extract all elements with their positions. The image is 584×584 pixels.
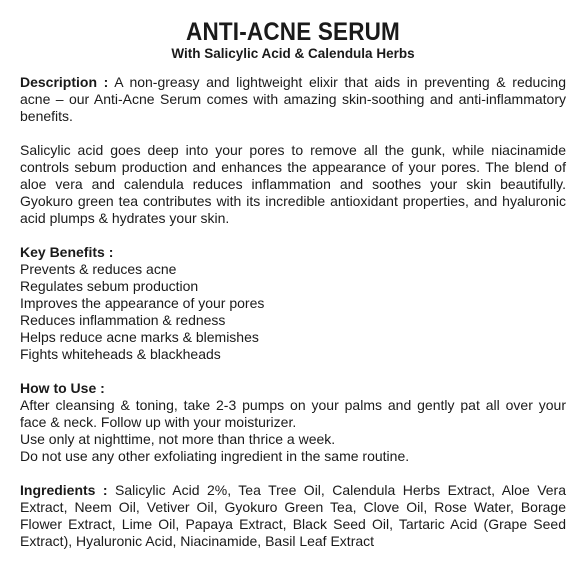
list-item: After cleansing & toning, take 2-3 pumps on your palms and gently pat all over your face & neck. Follow up with your moisturizer. <box>20 397 566 430</box>
description-paragraph <box>20 74 566 125</box>
ingredients-paragraph <box>20 482 566 550</box>
key-benefits-heading: Key Benefits : <box>20 244 114 260</box>
how-to-use-list <box>20 397 566 465</box>
ingredients-text: Salicylic Acid 2%, Tea Tree Oil, Calendula Herbs Extract, Aloe Vera Extract, Neem Oil, Vetiver Oil, Gyokuro Green Tea, Clove Oil, Rose Water, Borage Flower Extract, Lime Oil, Papaya Extract, Black Seed Oil, Tartaric Acid (Grape Seed Extract), Hyaluronic Acid, Niacinamide, Basil Leaf Extract <box>20 482 566 549</box>
description-second-paragraph: Salicylic acid goes deep into your pores to remove all the gunk, while niacinamide controls sebum production and enhances the appearance of your pores. The blend of aloe vera and calendula reduces inflammation and soothes your skin beautifully. Gyokuro green tea contributes with its incredible antioxidant properties, and hyaluronic acid plumps & hydrates your skin. <box>20 142 566 226</box>
list-item: Use only at nighttime, not more than thrice a week. <box>20 431 336 447</box>
list-item: Reduces inflammation & redness <box>20 312 226 328</box>
list-item: Do not use any other exfoliating ingredient in the same routine. <box>20 448 410 464</box>
how-to-use-section <box>20 380 566 465</box>
how-to-use-heading: How to Use : <box>20 380 105 396</box>
list-item: Improves the appearance of your pores <box>20 295 265 311</box>
product-info-page <box>20 18 566 567</box>
description-text: A non-greasy and lightweight elixir that aids in preventing & reducing acne – our Anti-Acne Serum comes with amazing skin-soothing and anti-inflammatory benefits. <box>20 74 566 124</box>
key-benefits-list <box>20 261 566 363</box>
list-item: Regulates sebum production <box>20 278 199 294</box>
product-subtitle: With Salicylic Acid & Calendula Herbs <box>171 46 415 61</box>
description-label: Description : <box>20 74 109 90</box>
list-item: Fights whiteheads & blackheads <box>20 346 221 362</box>
product-title: ANTI-ACNE SERUM <box>186 18 400 46</box>
list-item: Helps reduce acne marks & blemishes <box>20 329 259 345</box>
list-item: Prevents & reduces acne <box>20 261 177 277</box>
key-benefits-section <box>20 244 566 363</box>
ingredients-label: Ingredients : <box>20 482 108 498</box>
